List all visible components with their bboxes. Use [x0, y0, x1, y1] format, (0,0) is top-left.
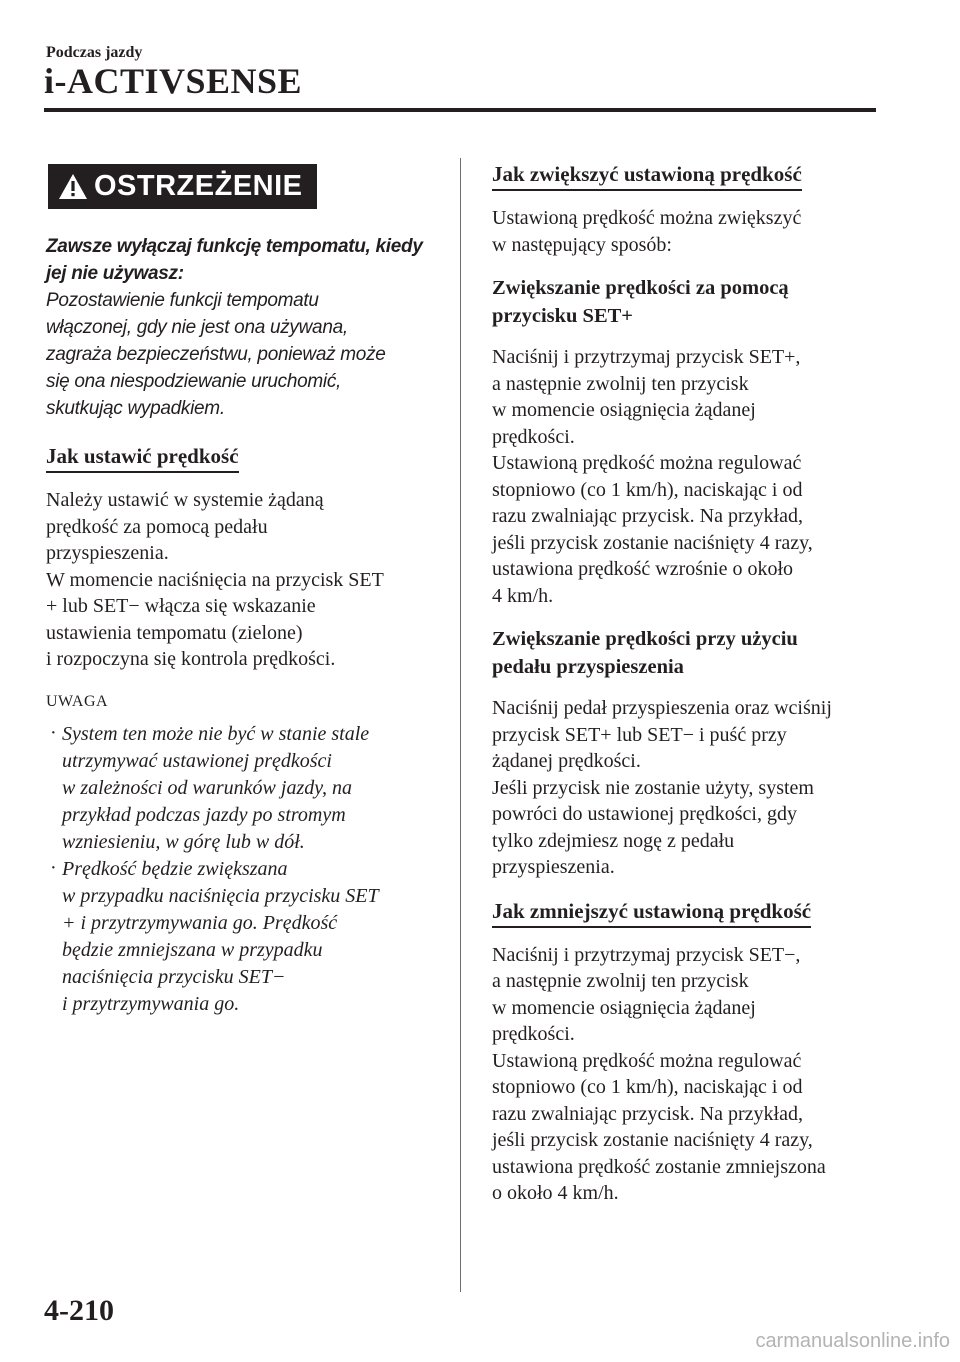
- note-text: System ten może nie być w stanie stale utrzymywać ustawionej prędkości w zależności od warunków jazdy, na przykład podczas jazdy po stromym wzniesieniu, w górę lub w dół.: [62, 722, 370, 853]
- set-speed-text: Należy ustawić w systemie żądaną prędkość za pomocą pedału przyspieszenia. W momencie naciśnięcia na przycisk SET + lub SET− włącza się wskazanie ustawienia tempomatu (zielone) i rozpoczyna się kontrola prędkości.: [46, 489, 384, 670]
- decrease-text: Naciśnij i przytrzymaj przycisk SET−, a następnie zwolnij ten przycisk w momencie osiągnięcia żądanej prędkości. Ustawioną prędkość można regulować stopniowo (co 1 km/h), naciskając i od razu zwalniając przycisk. Na przykład, jeśli przycisk zostanie naciśnięty 4 razy, ustawiona prędkość zostanie zmniejszona o około 4 km/h.: [492, 943, 826, 1204]
- page-number: 4-210: [44, 1294, 114, 1327]
- right-column: [492, 160, 884, 1207]
- warning-banner: [48, 164, 317, 209]
- increase-pedal-heading: Zwiększanie prędkości przy użyciu pedału przyspieszenia: [492, 628, 798, 678]
- note-label: UWAGA: [46, 692, 109, 710]
- column-divider: [460, 158, 461, 1292]
- left-column: [46, 160, 438, 1018]
- watermark: carmanualsonline.info: [755, 1330, 950, 1352]
- section-label: Podczas jazdy: [46, 44, 143, 61]
- note-item: [46, 856, 438, 1018]
- note-item: [46, 721, 438, 856]
- increase-pedal-text: Naciśnij pedał przyspieszenia oraz wciśnij przycisk SET+ lub SET− i puść przy żądanej prędkości. Jeśli przycisk nie zostanie użyty, system powróci do ustawionej prędkości, gdy tylko zdejmiesz nogę z pedału przyspieszenia.: [492, 697, 832, 878]
- increase-intro-text: Ustawioną prędkość można zwiększyć w następujący sposób:: [492, 207, 802, 256]
- warning-heading: Zawsze wyłączaj funkcję tempomatu, kiedy jej nie używasz:: [46, 236, 423, 284]
- header-rule: [44, 108, 876, 112]
- bullet-icon: ·: [50, 856, 57, 879]
- note-list: [46, 721, 438, 1018]
- warning-body: Pozostawienie funkcji tempomatu włączonej, gdy nie jest ona używana, zagraża bezpieczeństwu, ponieważ może się ona niespodziewanie uruchomić, skutkując wypadkiem.: [46, 290, 386, 419]
- decrease-speed-heading: Jak zmniejszyć ustawioną prędkość: [492, 897, 811, 928]
- warning-label: OSTRZEŻENIE: [94, 170, 303, 202]
- increase-speed-heading: Jak zwiększyć ustawioną prędkość: [492, 160, 802, 191]
- decrease-heading-wrap: [492, 897, 884, 928]
- increase-set-text: Naciśnij i przytrzymaj przycisk SET+, a następnie zwolnij ten przycisk w momencie osiągnięcia żądanej prędkości. Ustawioną prędkość można regulować stopniowo (co 1 km/h), naciskając i od razu zwalniając przycisk. Na przykład, jeśli przycisk zostanie naciśnięty 4 razy, ustawiona prędkość wzrośnie o około 4 km/h.: [492, 346, 813, 607]
- section-title: i-ACTIVSENSE: [44, 61, 303, 101]
- set-speed-heading: Jak ustawić prędkość: [46, 442, 239, 473]
- increase-set-heading: Zwiększanie prędkości za pomocą przycisku SET+: [492, 277, 789, 327]
- bullet-icon: ·: [50, 721, 57, 744]
- note-text: Prędkość będzie zwiększana w przypadku naciśnięcia przycisku SET + i przytrzymywania go. Prędkość będzie zmniejszana w przypadku naciśnięcia przycisku SET− i przytrzymywania go.: [62, 857, 379, 1015]
- warning-triangle-icon: [58, 173, 88, 200]
